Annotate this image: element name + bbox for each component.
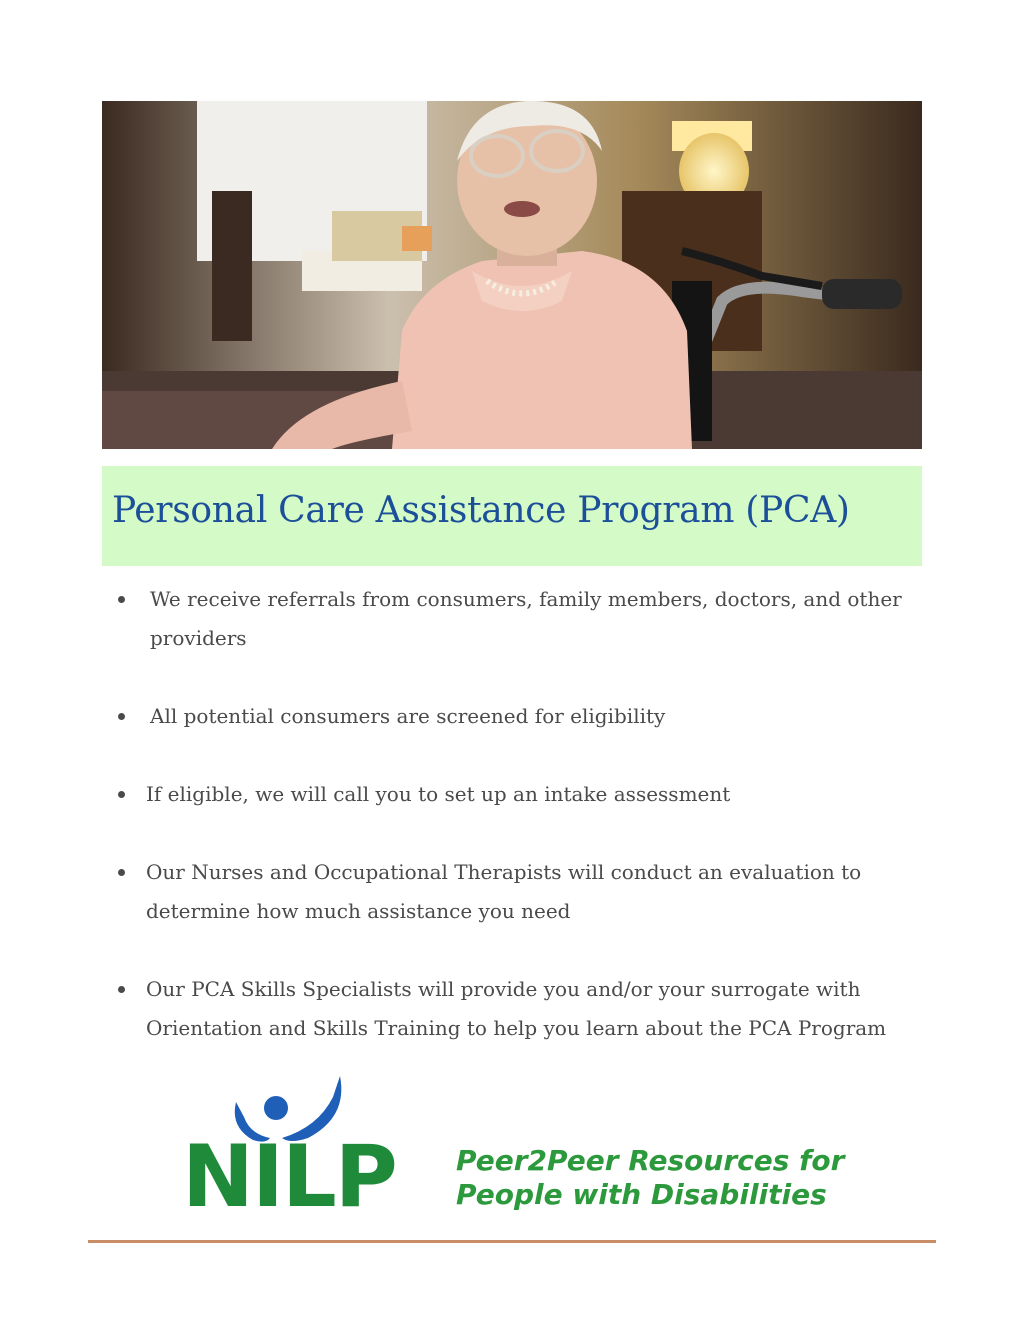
logo-letters: NILP bbox=[182, 1127, 396, 1227]
tagline-line2: People with Disabilities bbox=[456, 1178, 827, 1211]
list-item-text: Our Nurses and Occupational Therapists will conduct an evaluation to determine how much assistance you need bbox=[146, 860, 862, 923]
list-item-text: We receive referrals from consumers, family members, doctors, and other providers bbox=[150, 587, 902, 650]
list-item bbox=[116, 580, 936, 658]
list-item bbox=[116, 853, 936, 931]
bullet-list bbox=[116, 580, 936, 1087]
list-item bbox=[116, 697, 936, 736]
nilp-logo bbox=[178, 1072, 858, 1227]
tagline-line1: Peer2Peer Resources for bbox=[456, 1144, 845, 1177]
list-item-text: Our PCA Skills Specialists will provide you and/or your surrogate with Orientation and Skills Training to help you learn about the PCA Program bbox=[146, 977, 887, 1040]
nilp-mark bbox=[178, 1072, 423, 1227]
page-title: Personal Care Assistance Program (PCA) bbox=[112, 490, 850, 531]
bullet-icon bbox=[118, 596, 125, 603]
list-item bbox=[116, 775, 936, 814]
photo-elderly-woman-wheelchair bbox=[102, 101, 922, 449]
logo-tagline bbox=[456, 1144, 844, 1212]
list-item bbox=[116, 970, 936, 1048]
divider-rule bbox=[88, 1240, 936, 1243]
bullet-icon bbox=[118, 791, 125, 798]
bullet-icon bbox=[118, 713, 125, 720]
list-item-text: If eligible, we will call you to set up an intake assessment bbox=[146, 782, 731, 806]
list-item-text: All potential consumers are screened for eligibility bbox=[150, 704, 666, 728]
title-banner bbox=[102, 466, 922, 566]
bullet-icon bbox=[118, 986, 125, 993]
bullet-icon bbox=[118, 869, 125, 876]
